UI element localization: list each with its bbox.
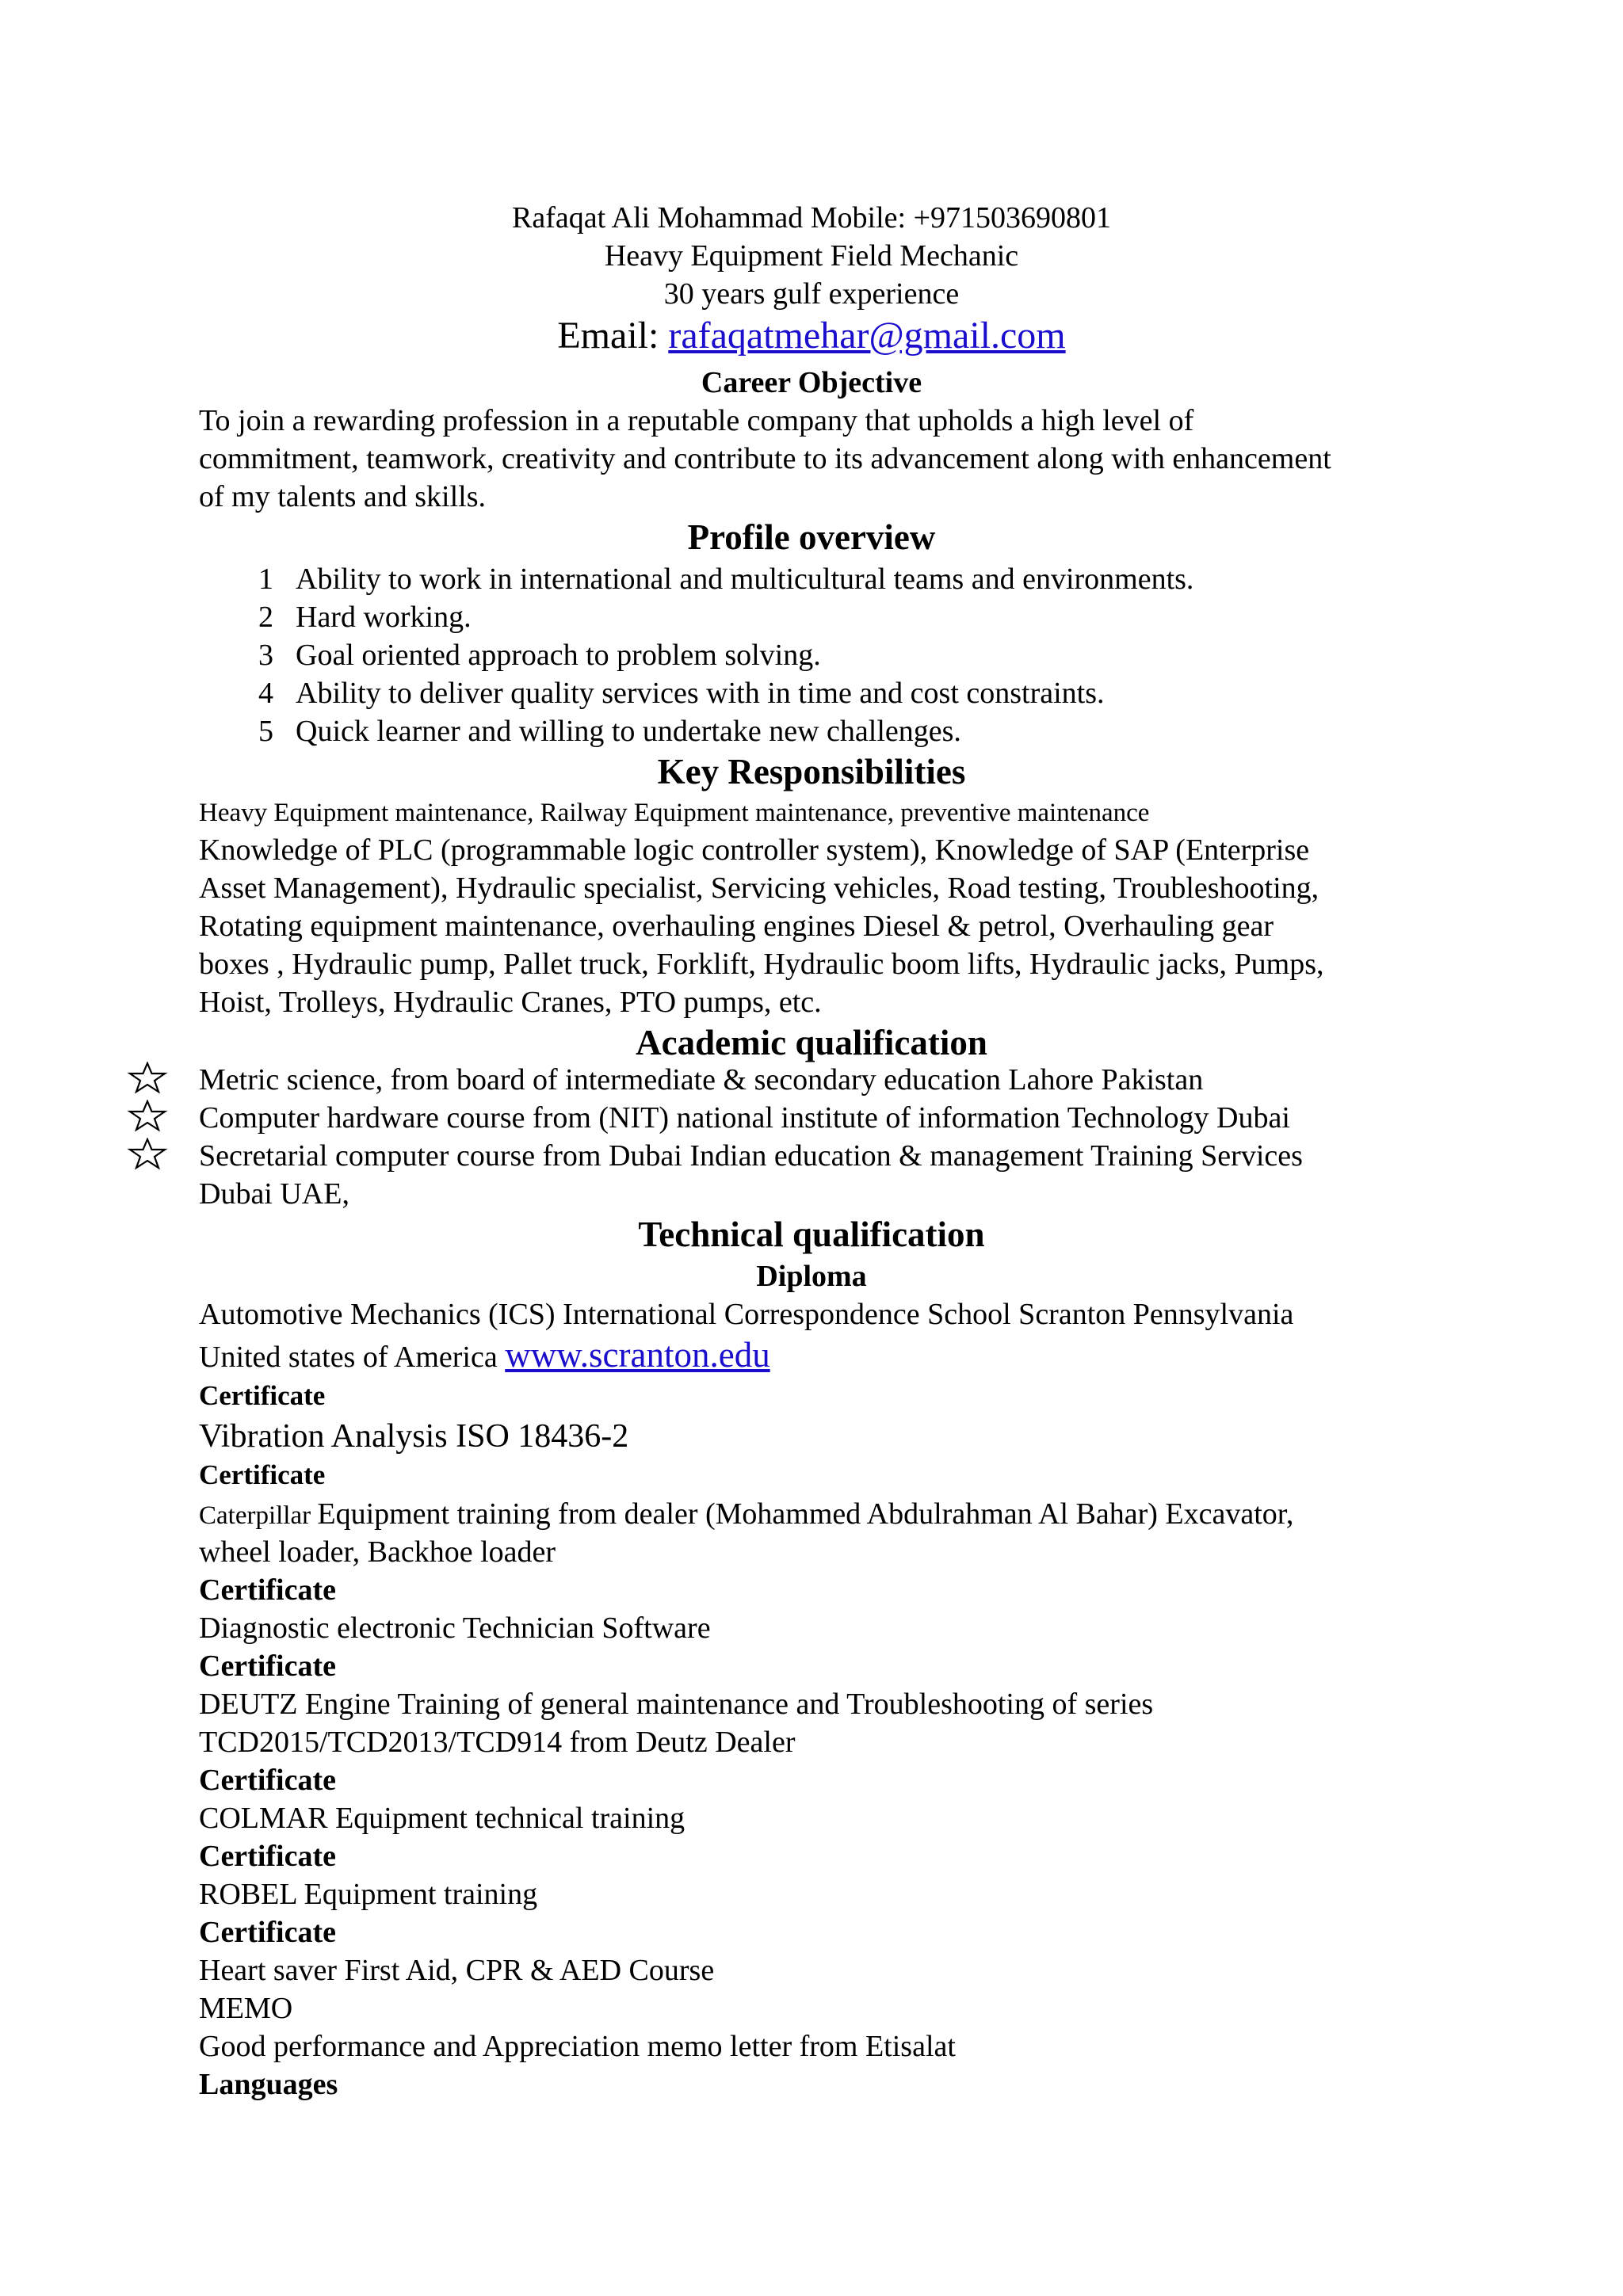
certificate-text: COLMAR Equipment technical training (199, 1802, 685, 1835)
name-mobile: Rafaqat Ali Mohammad Mobile: +971503690801 (511, 201, 1111, 235)
responsibilities-line: Asset Management), Hydraulic specialist, Servicing vehicles, Road testing, Troubleshooting, (199, 871, 1319, 905)
responsibilities-line: Rotating equipment maintenance, overhauling engines Diesel & petrol, Overhauling gear (199, 910, 1274, 943)
certificate-text: Heart saver First Aid, CPR & AED Course (199, 1954, 715, 1987)
academic-heading: Academic qualification (636, 1023, 987, 1062)
star-outline-icon (125, 1100, 170, 1131)
key-responsibilities-heading: Key Responsibilities (657, 752, 966, 791)
certificate-text: ROBEL Equipment training (199, 1878, 538, 1911)
profile-item-number: 1 (258, 563, 273, 596)
certificate-detail: Equipment training from dealer (Mohammed Abdulrahman Al Bahar) Excavator, (317, 1497, 1294, 1531)
technical-heading: Technical qualification (638, 1215, 985, 1254)
certificate-label: Certificate (199, 1380, 326, 1411)
academic-item-continuation: Dubai UAE, (199, 1177, 349, 1211)
certificate-text: Diagnostic electronic Technician Software (199, 1611, 711, 1645)
academic-item: Secretarial computer course from Dubai Indian education & management Training Services (199, 1139, 1303, 1173)
certificate-label: Certificate (199, 1650, 336, 1683)
certificate-label: Certificate (199, 1764, 336, 1797)
profile-overview-heading: Profile overview (687, 517, 936, 557)
email-line (0, 317, 1623, 355)
diploma-country: United states of America (199, 1341, 506, 1374)
profile-item-number: 5 (258, 715, 273, 748)
memo-text: Good performance and Appreciation memo letter from Etisalat (199, 2030, 956, 2063)
responsibilities-line: Hoist, Trolleys, Hydraulic Cranes, PTO pumps, etc. (199, 986, 822, 1019)
certificate-text: TCD2015/TCD2013/TCD914 from Deutz Dealer (199, 1726, 796, 1759)
academic-item: Computer hardware course from (NIT) national institute of information Technology Dubai (199, 1101, 1290, 1135)
experience: 30 years gulf experience (663, 277, 960, 311)
email-link[interactable]: rafaqatmehar@gmail.com (668, 315, 1066, 357)
certificate-text: wheel loader, Backhoe loader (199, 1535, 556, 1569)
profile-item-text: Hard working. (296, 601, 472, 634)
responsibilities-line: boxes , Hydraulic pump, Pallet truck, Forklift, Hydraulic boom lifts, Hydraulic jacks, Pumps, (199, 948, 1324, 981)
certificate-label: Certificate (199, 1459, 326, 1490)
certificate-label: Certificate (199, 1840, 336, 1873)
languages-label: Languages (199, 2068, 338, 2101)
certificate-label: Certificate (199, 1916, 336, 1949)
responsibilities-line: Knowledge of PLC (programmable logic controller system), Knowledge of SAP (Enterprise (199, 833, 1310, 867)
profile-item-text: Quick learner and willing to undertake new challenges. (296, 715, 961, 748)
star-outline-icon (125, 1138, 170, 1169)
career-objective-line: of my talents and skills. (199, 480, 487, 513)
scranton-link[interactable]: www.scranton.edu (505, 1335, 770, 1375)
diploma-heading: Diploma (756, 1260, 867, 1293)
diploma-text: Automotive Mechanics (ICS) International Correspondence School Scranton Pennsylvania (199, 1298, 1294, 1331)
profile-item-number: 2 (258, 601, 273, 634)
job-title: Heavy Equipment Field Mechanic (604, 239, 1019, 273)
career-objective-line: commitment, teamwork, creativity and contribute to its advancement along with enhancement (199, 442, 1331, 475)
profile-item-text: Ability to deliver quality services with in time and cost constraints. (296, 677, 1105, 710)
certificate-label: Certificate (199, 1573, 336, 1607)
profile-item-text: Goal oriented approach to problem solving. (296, 639, 821, 672)
responsibilities-summary: Heavy Equipment maintenance, Railway Equipment maintenance, preventive maintenance (199, 799, 1150, 827)
certificate-text (199, 1499, 1293, 1529)
certificate-text: DEUTZ Engine Training of general maintenance and Troubleshooting of series (199, 1688, 1154, 1721)
star-outline-icon (125, 1062, 170, 1093)
certificate-text: Vibration Analysis ISO 18436-2 (199, 1418, 629, 1455)
academic-item: Metric science, from board of intermediate & secondary education Lahore Pakistan (199, 1063, 1204, 1097)
career-objective-line: To join a rewarding profession in a reputable company that upholds a high level of (199, 404, 1194, 437)
certificate-brand: Caterpillar (199, 1501, 318, 1530)
profile-item-text: Ability to work in international and multicultural teams and environments. (296, 563, 1194, 596)
memo-label: MEMO (199, 1992, 293, 2025)
diploma-text-line2 (199, 1337, 770, 1373)
profile-item-number: 3 (258, 639, 273, 672)
profile-item-number: 4 (258, 677, 273, 710)
email-label: Email: (557, 315, 669, 357)
career-objective-heading: Career Objective (701, 366, 922, 399)
